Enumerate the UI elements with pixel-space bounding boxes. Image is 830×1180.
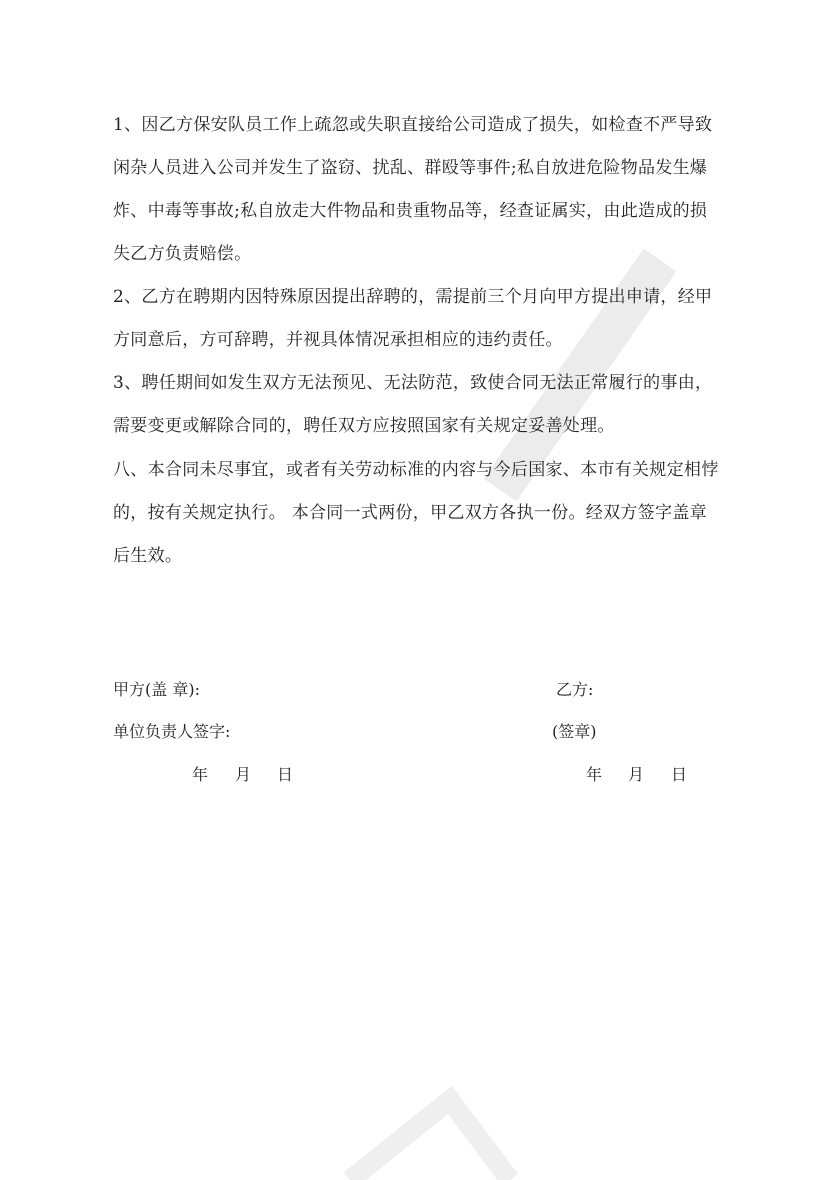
paragraph-2-line-1: 2、乙方在聘期内因特殊原因提出辞聘的，需提前三个月向甲方提出申请，经甲	[113, 287, 713, 307]
paragraph-3-line-2: 需要变更或解除合同的，聘任双方应按照国家有关规定妥善处理。	[113, 416, 615, 436]
paragraph-1-line-2: 闲杂人员进入公司并发生了盗窃、扰乱、群殴等事件;私自放进危险物品发生爆	[113, 158, 708, 178]
party-a-label: 甲方(盖 章):	[113, 680, 200, 699]
party-a-date-month: 月	[235, 765, 252, 784]
party-a-date-year: 年	[192, 765, 209, 784]
party-b-date-month: 月	[628, 765, 645, 784]
party-a-date-day: 日	[277, 765, 294, 784]
paragraph-1-line-4: 失乙方负责赔偿。	[113, 244, 252, 264]
party-b-label: 乙方:	[556, 680, 594, 699]
paragraph-1-line-3: 炸、中毒等事故;私自放走大件物品和贵重物品等，经查证属实，由此造成的损	[113, 201, 708, 221]
paragraph-8-line-1: 八、本合同未尽事宜，或者有关劳动标准的内容与今后国家、本市有关规定相悖	[113, 460, 719, 480]
paragraph-3-line-1: 3、聘任期间如发生双方无法预见、无法防范，致使合同无法正常履行的事由，	[113, 373, 713, 393]
party-a-signer-label: 单位负责人签字:	[113, 722, 231, 741]
paragraph-8-line-2: 的，按有关规定执行。 本合同一式两份，甲乙双方各执一份。经双方签字盖章	[113, 503, 707, 523]
party-b-seal-label: (签章)	[552, 722, 597, 741]
watermark-graphic-bottom	[330, 1080, 530, 1180]
party-b-date-day: 日	[671, 765, 688, 784]
paragraph-8-line-3: 后生效。	[113, 546, 183, 566]
paragraph-1-line-1: 1、因乙方保安队员工作上疏忽或失职直接给公司造成了损失，如检查不严导致	[113, 115, 713, 135]
paragraph-2-line-2: 方同意后，方可辞聘，并视具体情况承担相应的违约责任。	[113, 330, 563, 350]
party-b-date-year: 年	[586, 765, 603, 784]
